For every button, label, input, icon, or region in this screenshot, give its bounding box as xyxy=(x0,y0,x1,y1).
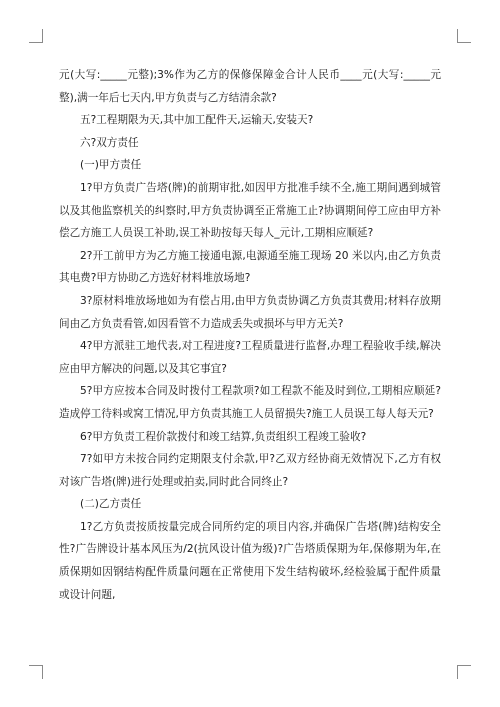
paragraph-party-a-6: 6?甲方负责工程价款拨付和竣工结算,负责组织工程竣工验收? xyxy=(80,430,367,443)
crop-mark-top-right xyxy=(457,29,471,43)
heading-section-6: 六?双方责任 xyxy=(80,136,139,149)
crop-mark-bottom-left xyxy=(29,665,43,679)
paragraph-party-a-1: 1?甲方负责广告塔(牌)的前期审批,如因甲方批准手续不全,施工期间遇到城管以及其他监察机关的纠察时,甲方负责协调至正常施工止?协调期间停工应由甲方补偿乙方施工人员误工补助,误工补助按每天每人_元计,工期相应顺延? xyxy=(59,181,441,240)
heading-party-b: (二)乙方责任 xyxy=(80,498,142,511)
paragraph-party-a-5: 5?甲方应按本合同及时拨付工程款项?如工程款不能及时到位,工期相应顺延?造成停工待料或窝工情况,甲方负责其施工人员留损失?施工人员误工每人每天元? xyxy=(59,385,441,420)
paragraph-party-a-4: 4?甲方派驻工地代表,对工程进度?工程质量进行监督,办理工程验收手续,解决应由甲方解决的问题,以及其它事宜? xyxy=(59,340,441,375)
heading-party-a: (一)甲方责任 xyxy=(80,159,142,172)
paragraph-section-5: 五?工程期限为天,其中加工配件天,运输天,安装天? xyxy=(80,114,314,127)
crop-mark-bottom-right xyxy=(457,665,471,679)
paragraph-party-b-1: 1?乙方负责按质按量完成合同所约定的项目内容,并确保广告塔(牌)结构安全性?广告牌设计基本风压为/2(抗风设计值为级)?广告塔质保期为年,保修期为年,在质保期如因钢结构配件质量问题在正常使用下发生结构破坏,经检验属于配件质量或设计问题, xyxy=(59,520,441,601)
paragraph-party-a-2: 2?开工前甲方为乙方施工接通电源,电源通至施工现场 20 米以内,由乙方负责其电费?甲方协助乙方选好材料堆放场地? xyxy=(59,249,441,285)
document-body xyxy=(59,64,441,606)
paragraph-payment-continuation: 元(大写:_____元整);3%作为乙方的保修保障金合计人民币____元(大写:_____元整),满一年后七天内,甲方负责与乙方结清余款? xyxy=(59,69,441,104)
crop-mark-top-left xyxy=(29,29,43,43)
paragraph-party-a-3: 3?原材料堆放场地如为有偿占用,由甲方负责协调乙方负责其费用;材料存放期间由乙方负责看管,如因看管不力造成丢失或损坏与甲方无关? xyxy=(59,294,441,330)
paragraph-party-a-7: 7?如甲方未按合同约定期限支付余款,甲?乙双方经协商无效情况下,乙方有权对该广告塔(牌)进行处理或拍卖,同时此合同终止? xyxy=(59,453,441,488)
